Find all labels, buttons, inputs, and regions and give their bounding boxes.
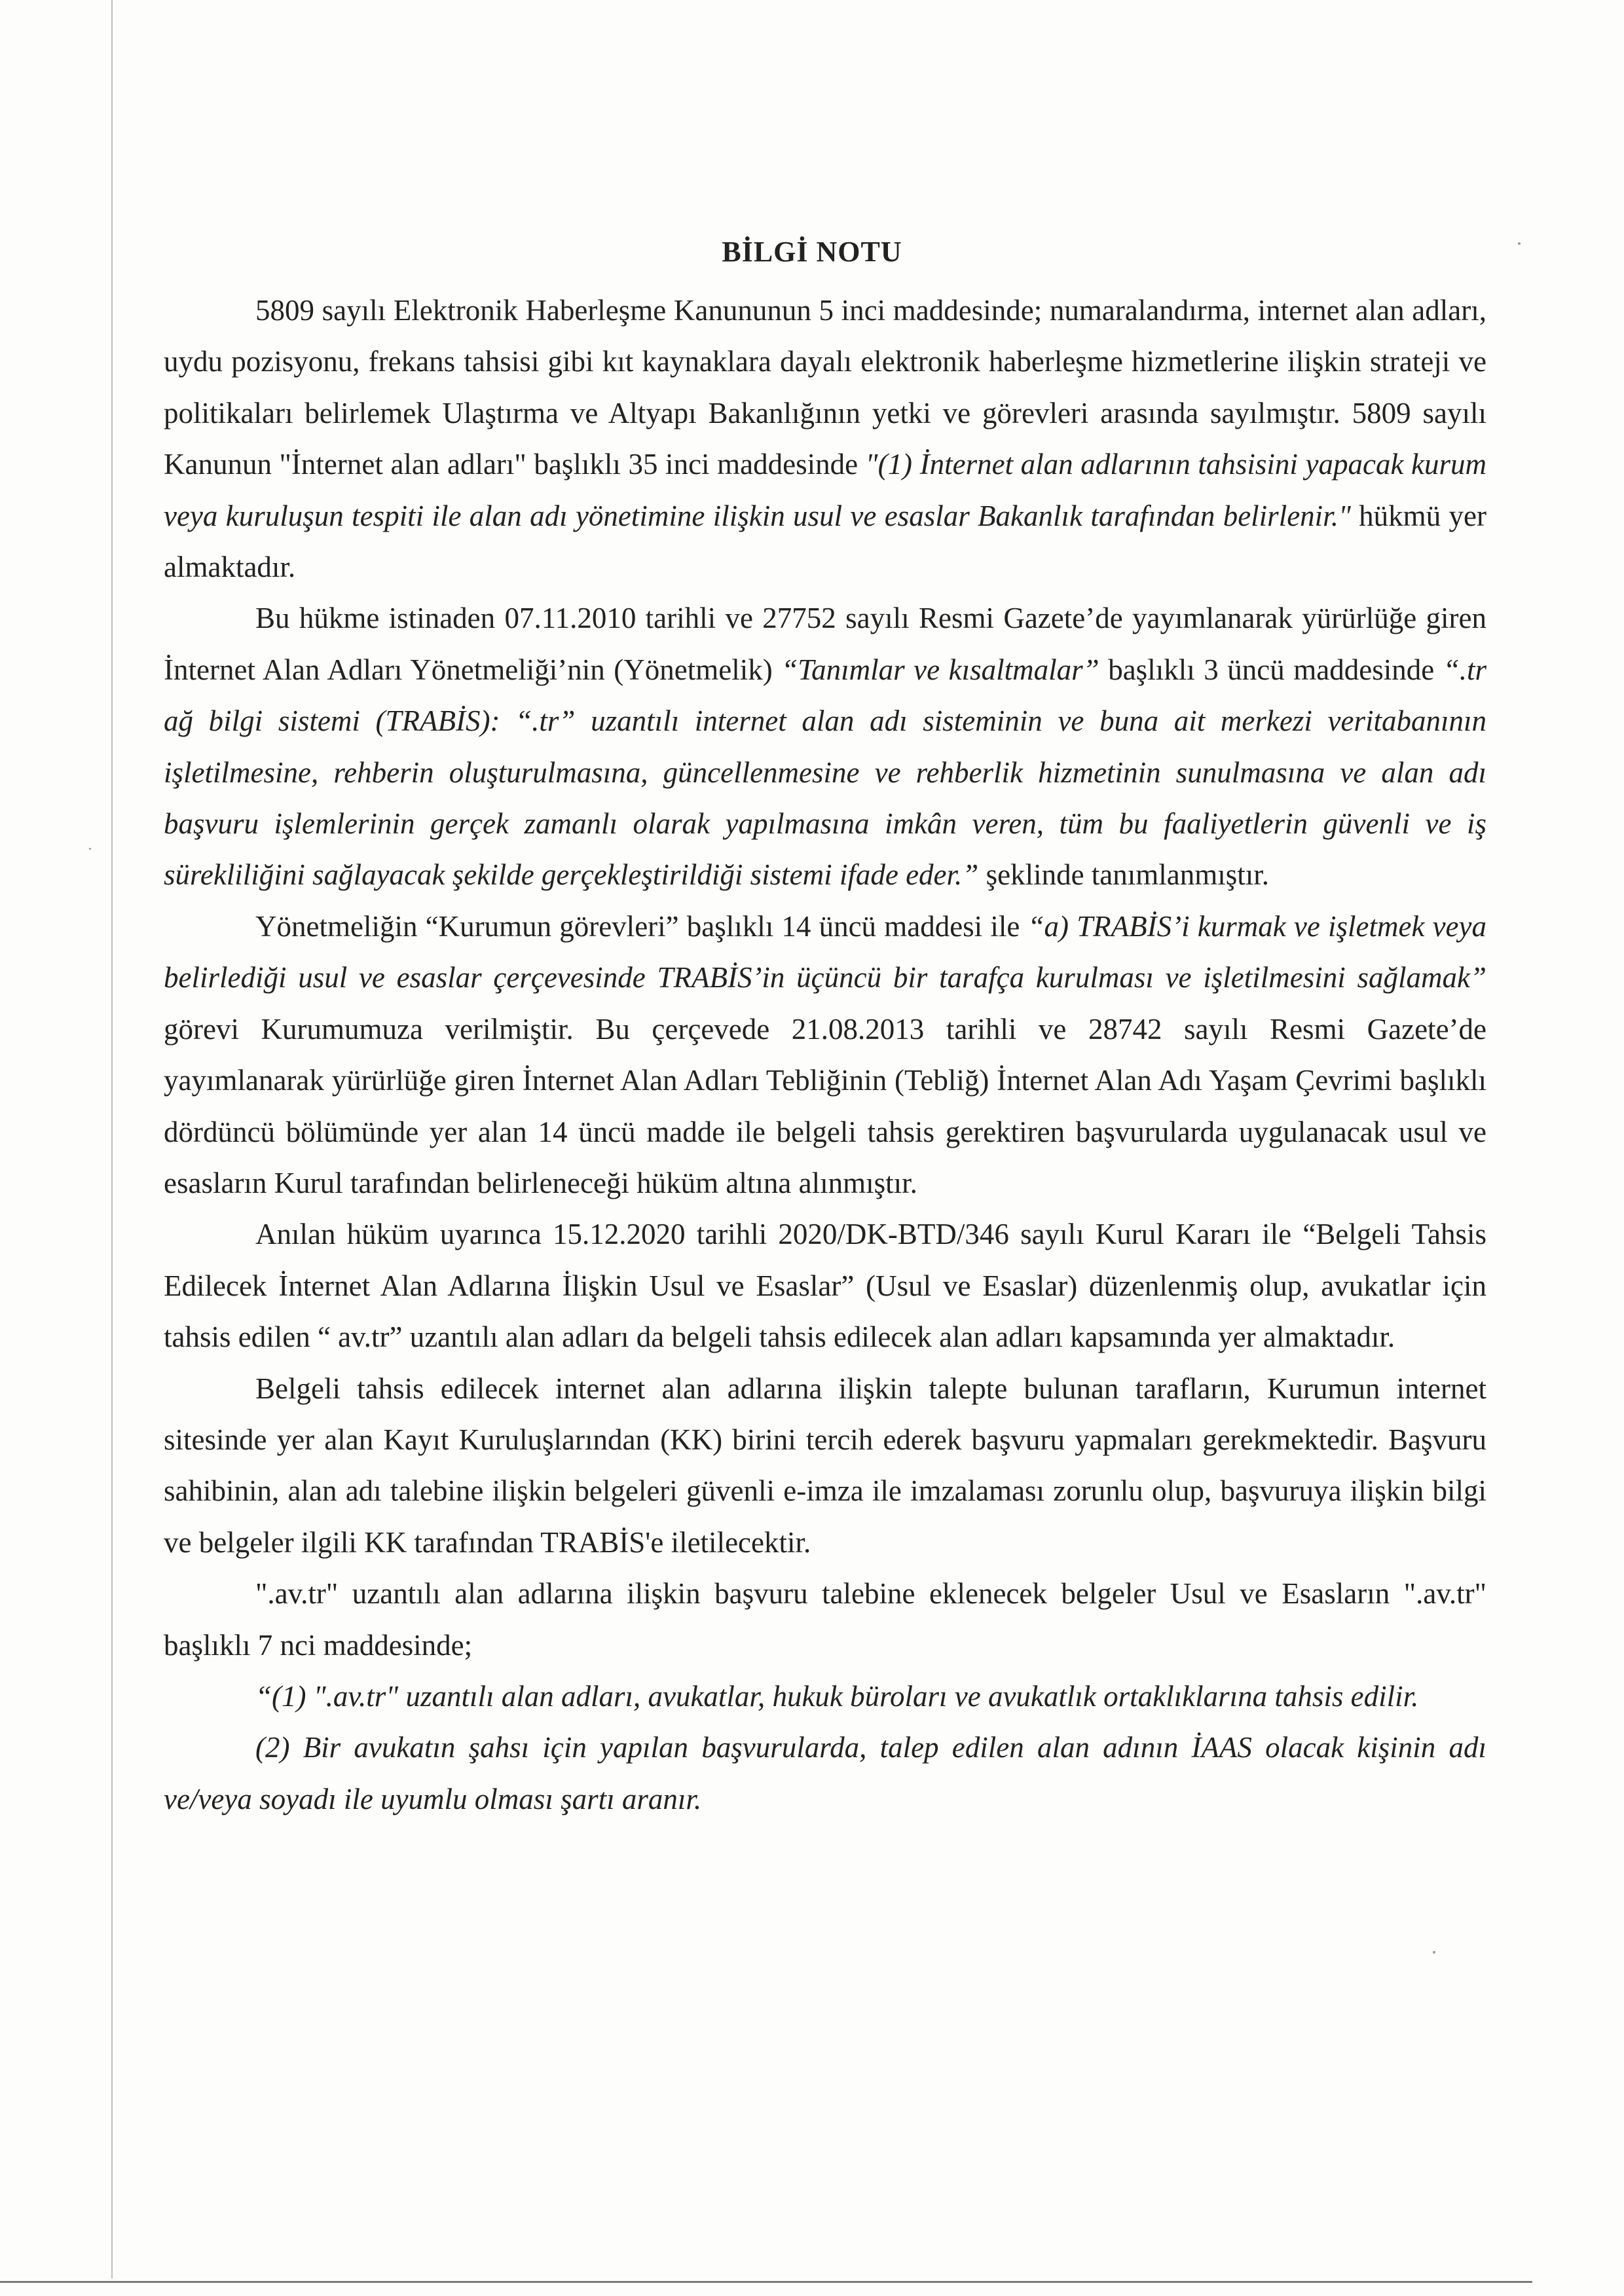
- text-segment: şeklinde tanımlanmıştır.: [978, 858, 1270, 892]
- italic-text-segment: “.tr ağ bilgi sistemi (TRABİS): “.tr” uzantılı internet alan adı sisteminin ve buna ait merkezi veritabanının işletilmesine, rehberin oluşturulmasına, güncellenmesine ve rehberlik hizmetinin sunulmasına ve alan adı başvuru işlemlerinin gerçek zamanlı olarak yapılmasına imkân veren, tüm bu faaliyetlerin güvenli ve iş sürekliliğini sağlayacak şekilde gerçekleştirildiği sistemi ifade eder.”: [164, 653, 1487, 892]
- italic-text-segment: “(1) ".av.tr" uzantılı alan adları, avukatlar, hukuk büroları ve avukatlık ortaklıklarına tahsis edilir.: [255, 1679, 1419, 1713]
- quote-item-1: [164, 1671, 1486, 1722]
- scan-margin-line: [111, 0, 113, 2278]
- italic-text-segment: “a) TRABİS’i kurmak ve işletmek veya belirlediği usul ve esaslar çerçevesinde TRABİS’in üçüncü bir tarafça kurulması ve işletilmesini sağlamak”: [164, 909, 1486, 994]
- text-segment: ".av.tr" uzantılı alan adlarına ilişkin başvuru talebine eklenecek belgeler Usul ve Esasların ".av.tr" başlıklı 7 nci maddesinde;: [164, 1577, 1486, 1662]
- document-title: BİLGİ NOTU: [722, 236, 902, 268]
- italic-text-segment: “Tanımlar ve kısaltmalar”: [781, 653, 1099, 686]
- paragraph-6: [164, 1568, 1486, 1671]
- paragraph-4: [164, 1209, 1486, 1362]
- quote-item-2: [164, 1722, 1486, 1825]
- paragraph-2: [164, 592, 1486, 900]
- scan-bottom-edge: [0, 2281, 1532, 2283]
- italic-text-segment: (2) Bir avukatın şahsı için yapılan başvurularda, talep edilen alan adının İAAS olacak kişinin adı ve/veya soyadı ile uyumlu olması şartı aranır.: [164, 1731, 1486, 1815]
- text-segment: Belgeli tahsis edilecek internet alan adlarına ilişkin talepte bulunan tarafların, Kurumun internet sitesinde yer alan Kayıt Kuruluşlarından (KK) birini tercih ederek başvuru yapmaları gerekmektedir. Başvuru sahibinin, alan adı talebine ilişkin belgeleri güvenli e-imza ile imzalaması zorunlu olup, başvuruya ilişkin bilgi ve belgeler ilgili KK tarafından TRABİS'e iletilecektir.: [164, 1372, 1486, 1559]
- text-segment: Anılan hüküm uyarınca 15.12.2020 tarihli 2020/DK-BTD/346 sayılı Kurul Kararı ile “Belgeli Tahsis Edilecek İnternet Alan Adlarına İlişkin Usul ve Esaslar” (Usul ve Esaslar) düzenlenmiş olup, avukatlar için tahsis edilen “ av.tr” uzantılı alan adları da belgeli tahsis edilecek alan adları kapsamında yer almaktadır.: [164, 1218, 1486, 1354]
- document-body: [164, 285, 1486, 1825]
- text-segment: başlıklı 3 üncü maddesinde: [1099, 653, 1443, 686]
- paragraph-5: [164, 1363, 1486, 1569]
- scan-speck: [1433, 1951, 1435, 1954]
- text-segment: 5809 sayılı Elektronik Haberleşme Kanununun 5 inci maddesinde; numaralandırma, internet alan adları, uydu pozisyonu, frekans tahsisi gibi kıt kaynaklara dayalı elektronik haberleşme hizmetlerine ilişkin strateji ve politikaları belirlemek Ulaştırma ve Altyapı Bakanlığının yetki ve görevleri arasında sayılmıştır. 5809 sayılı Kanunun "İnternet alan adları" başlıklı 35 inci maddesinde: [164, 294, 1486, 481]
- paragraph-1: [164, 285, 1486, 592]
- italic-text-segment: "(1) İnternet alan adlarının tahsisini yapacak kurum veya kuruluşun tespiti ile alan adı yönetimine ilişkin usul ve esaslar Bakanlık tarafından belirlenir.": [164, 448, 1486, 532]
- text-segment: görevi Kurumumuza verilmiştir. Bu çerçevede 21.08.2013 tarihli ve 28742 sayılı Resmi Gazete’de yayımlanarak yürürlüğe giren İnternet Alan Adları Tebliğinin (Tebliğ) İnternet Alan Adı Yaşam Çevrimi başlıklı dördüncü bölümünde yer alan 14 üncü madde ile belgeli tahsis gerektiren başvurularda uygulanacak usul ve esasların Kurul tarafından belirleneceği hüküm altına alınmıştır.: [164, 1012, 1486, 1199]
- text-segment: hükmü yer almaktadır.: [164, 499, 1486, 584]
- text-segment: Bu hükme istinaden 07.11.2010 tarihli ve 27752 sayılı Resmi Gazete’de yayımlanarak yürürlüğe giren İnternet Alan Adları Yönetmeliği’nin (Yönetmelik): [164, 602, 1486, 686]
- text-segment: Yönetmeliğin “Kurumun görevleri” başlıklı 14 üncü maddesi ile: [255, 909, 1028, 943]
- scan-speck: [89, 848, 91, 850]
- paragraph-3: [164, 901, 1486, 1209]
